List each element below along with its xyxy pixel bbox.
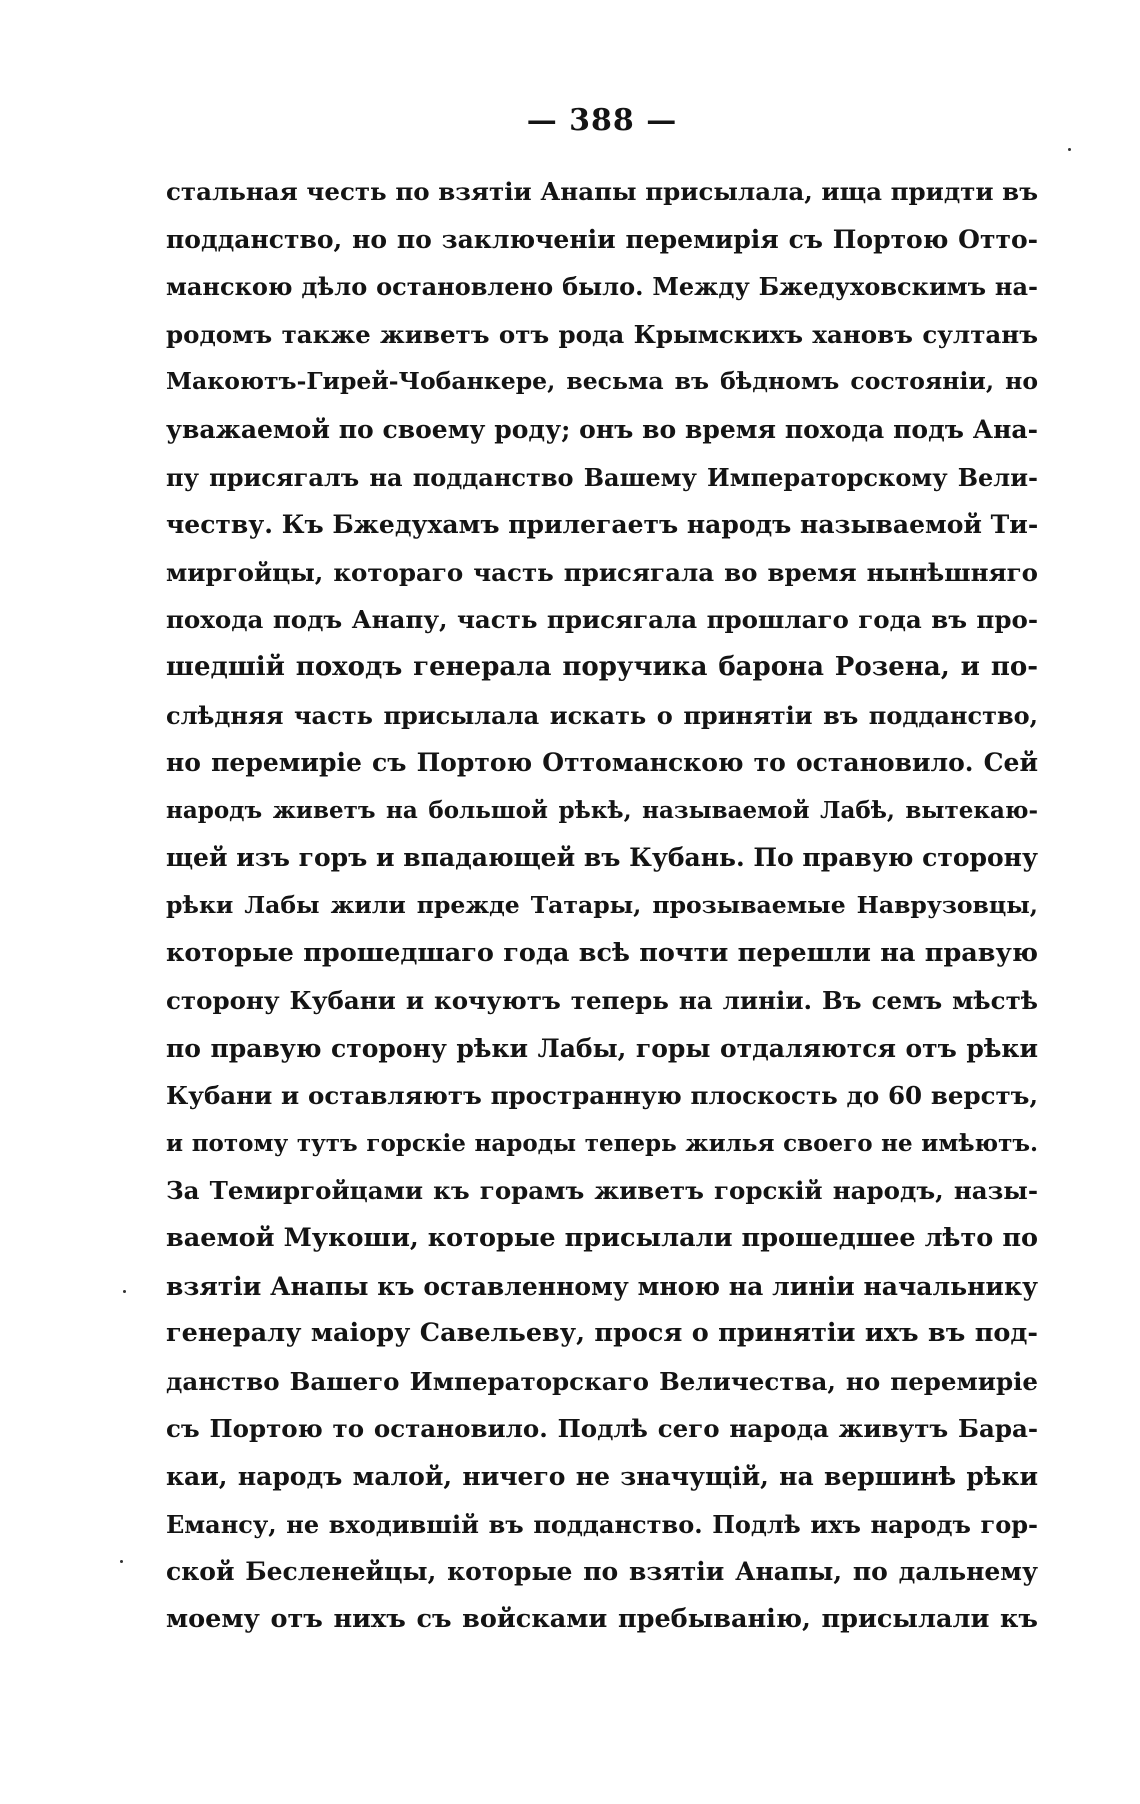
text-line: Кубани и оставляютъ пространную плоскость до 60 верстъ, bbox=[166, 1081, 1038, 1111]
scan-speck bbox=[123, 1290, 126, 1293]
text-line: Макоютъ-Гирей-Чобанкере, весьма въ бѣдномъ состояніи, но bbox=[166, 367, 1038, 396]
text-line: манскою дѣло остановлено было. Между Бжедуховскимъ на- bbox=[166, 272, 1038, 302]
text-line: данство Вашего Императорскаго Величества, но перемиріе bbox=[166, 1366, 1038, 1396]
page-number: — 388 — bbox=[526, 103, 678, 138]
text-line: но перемиріе съ Портою Оттоманскою то остановило. Сей bbox=[166, 748, 1038, 778]
text-line: миргойцы, котораго часть присягала во время нынѣшняго bbox=[166, 557, 1038, 587]
text-line: генералу маіору Савельеву, прося о принятіи ихъ въ под- bbox=[166, 1318, 1038, 1349]
text-line: народъ живетъ на большой рѣкѣ, называемой Лабѣ, вытекаю- bbox=[166, 796, 1038, 824]
text-line: ваемой Мукоши, которые присылали прошедшее лѣто по bbox=[166, 1223, 1038, 1254]
text-line: похода подъ Анапу, часть присягала прошлаго года въ про- bbox=[166, 605, 1038, 635]
text-line: Емансу, не входившій въ подданство. Подлѣ ихъ народъ гор- bbox=[166, 1509, 1038, 1539]
text-line: по правую сторону рѣки Лабы, горы отдаляются отъ рѣки bbox=[166, 1033, 1038, 1063]
text-line: пу присягалъ на подданство Вашему Императорскому Вели- bbox=[166, 462, 1038, 492]
text-line: взятіи Анапы къ оставленному мною на линіи начальнику bbox=[166, 1271, 1038, 1301]
text-line: стальная честь по взятіи Анапы присылала, ища придти въ bbox=[166, 177, 1038, 206]
text-line: родомъ также живетъ отъ рода Крымскихъ хановъ султанъ bbox=[166, 319, 1038, 349]
text-line: рѣки Лабы жили прежде Татары, прозываемые Наврузовцы, bbox=[166, 890, 1038, 919]
text-line: честву. Къ Бжедухамъ прилегаетъ народъ называемой Ти- bbox=[166, 510, 1038, 540]
text-line: съ Портою то остановило. Подлѣ сего народа живутъ Бара- bbox=[166, 1414, 1038, 1444]
text-line: шедшій походъ генерала поручика барона Розена, и по- bbox=[166, 651, 1038, 682]
text-line: щей изъ горъ и впадающей въ Кубань. По правую сторону bbox=[166, 843, 1038, 873]
text-line: За Темиргойцами къ горамъ живетъ горскій народъ, назы- bbox=[166, 1176, 1038, 1206]
text-line: которые прошедшаго года всѣ почти перешли на правую bbox=[166, 937, 1038, 968]
text-line: подданство, но по заключеніи перемирія съ Портою Отто- bbox=[166, 224, 1038, 254]
text-line: моему отъ нихъ съ войсками пребыванію, присылали къ bbox=[166, 1603, 1038, 1634]
text-line: ской Бесленейцы, которые по взятіи Анапы, по дальнему bbox=[166, 1557, 1038, 1587]
text-line: слѣдняя часть присылала искать о принятіи въ подданство, bbox=[166, 700, 1038, 730]
text-line: и потому тутъ горскіе народы теперь жилья своего не имѣютъ. bbox=[166, 1129, 1038, 1157]
body-text bbox=[166, 168, 1038, 1643]
scan-speck bbox=[1068, 148, 1071, 151]
scan-speck bbox=[120, 1560, 123, 1563]
text-line: уважаемой по своему роду; онъ во время похода подъ Ана- bbox=[166, 414, 1038, 444]
text-line: каи, народъ малой, ничего не значущій, на вершинѣ рѣки bbox=[166, 1462, 1038, 1492]
text-line: сторону Кубани и кочуютъ теперь на линіи. Въ семъ мѣстѣ bbox=[166, 986, 1038, 1016]
